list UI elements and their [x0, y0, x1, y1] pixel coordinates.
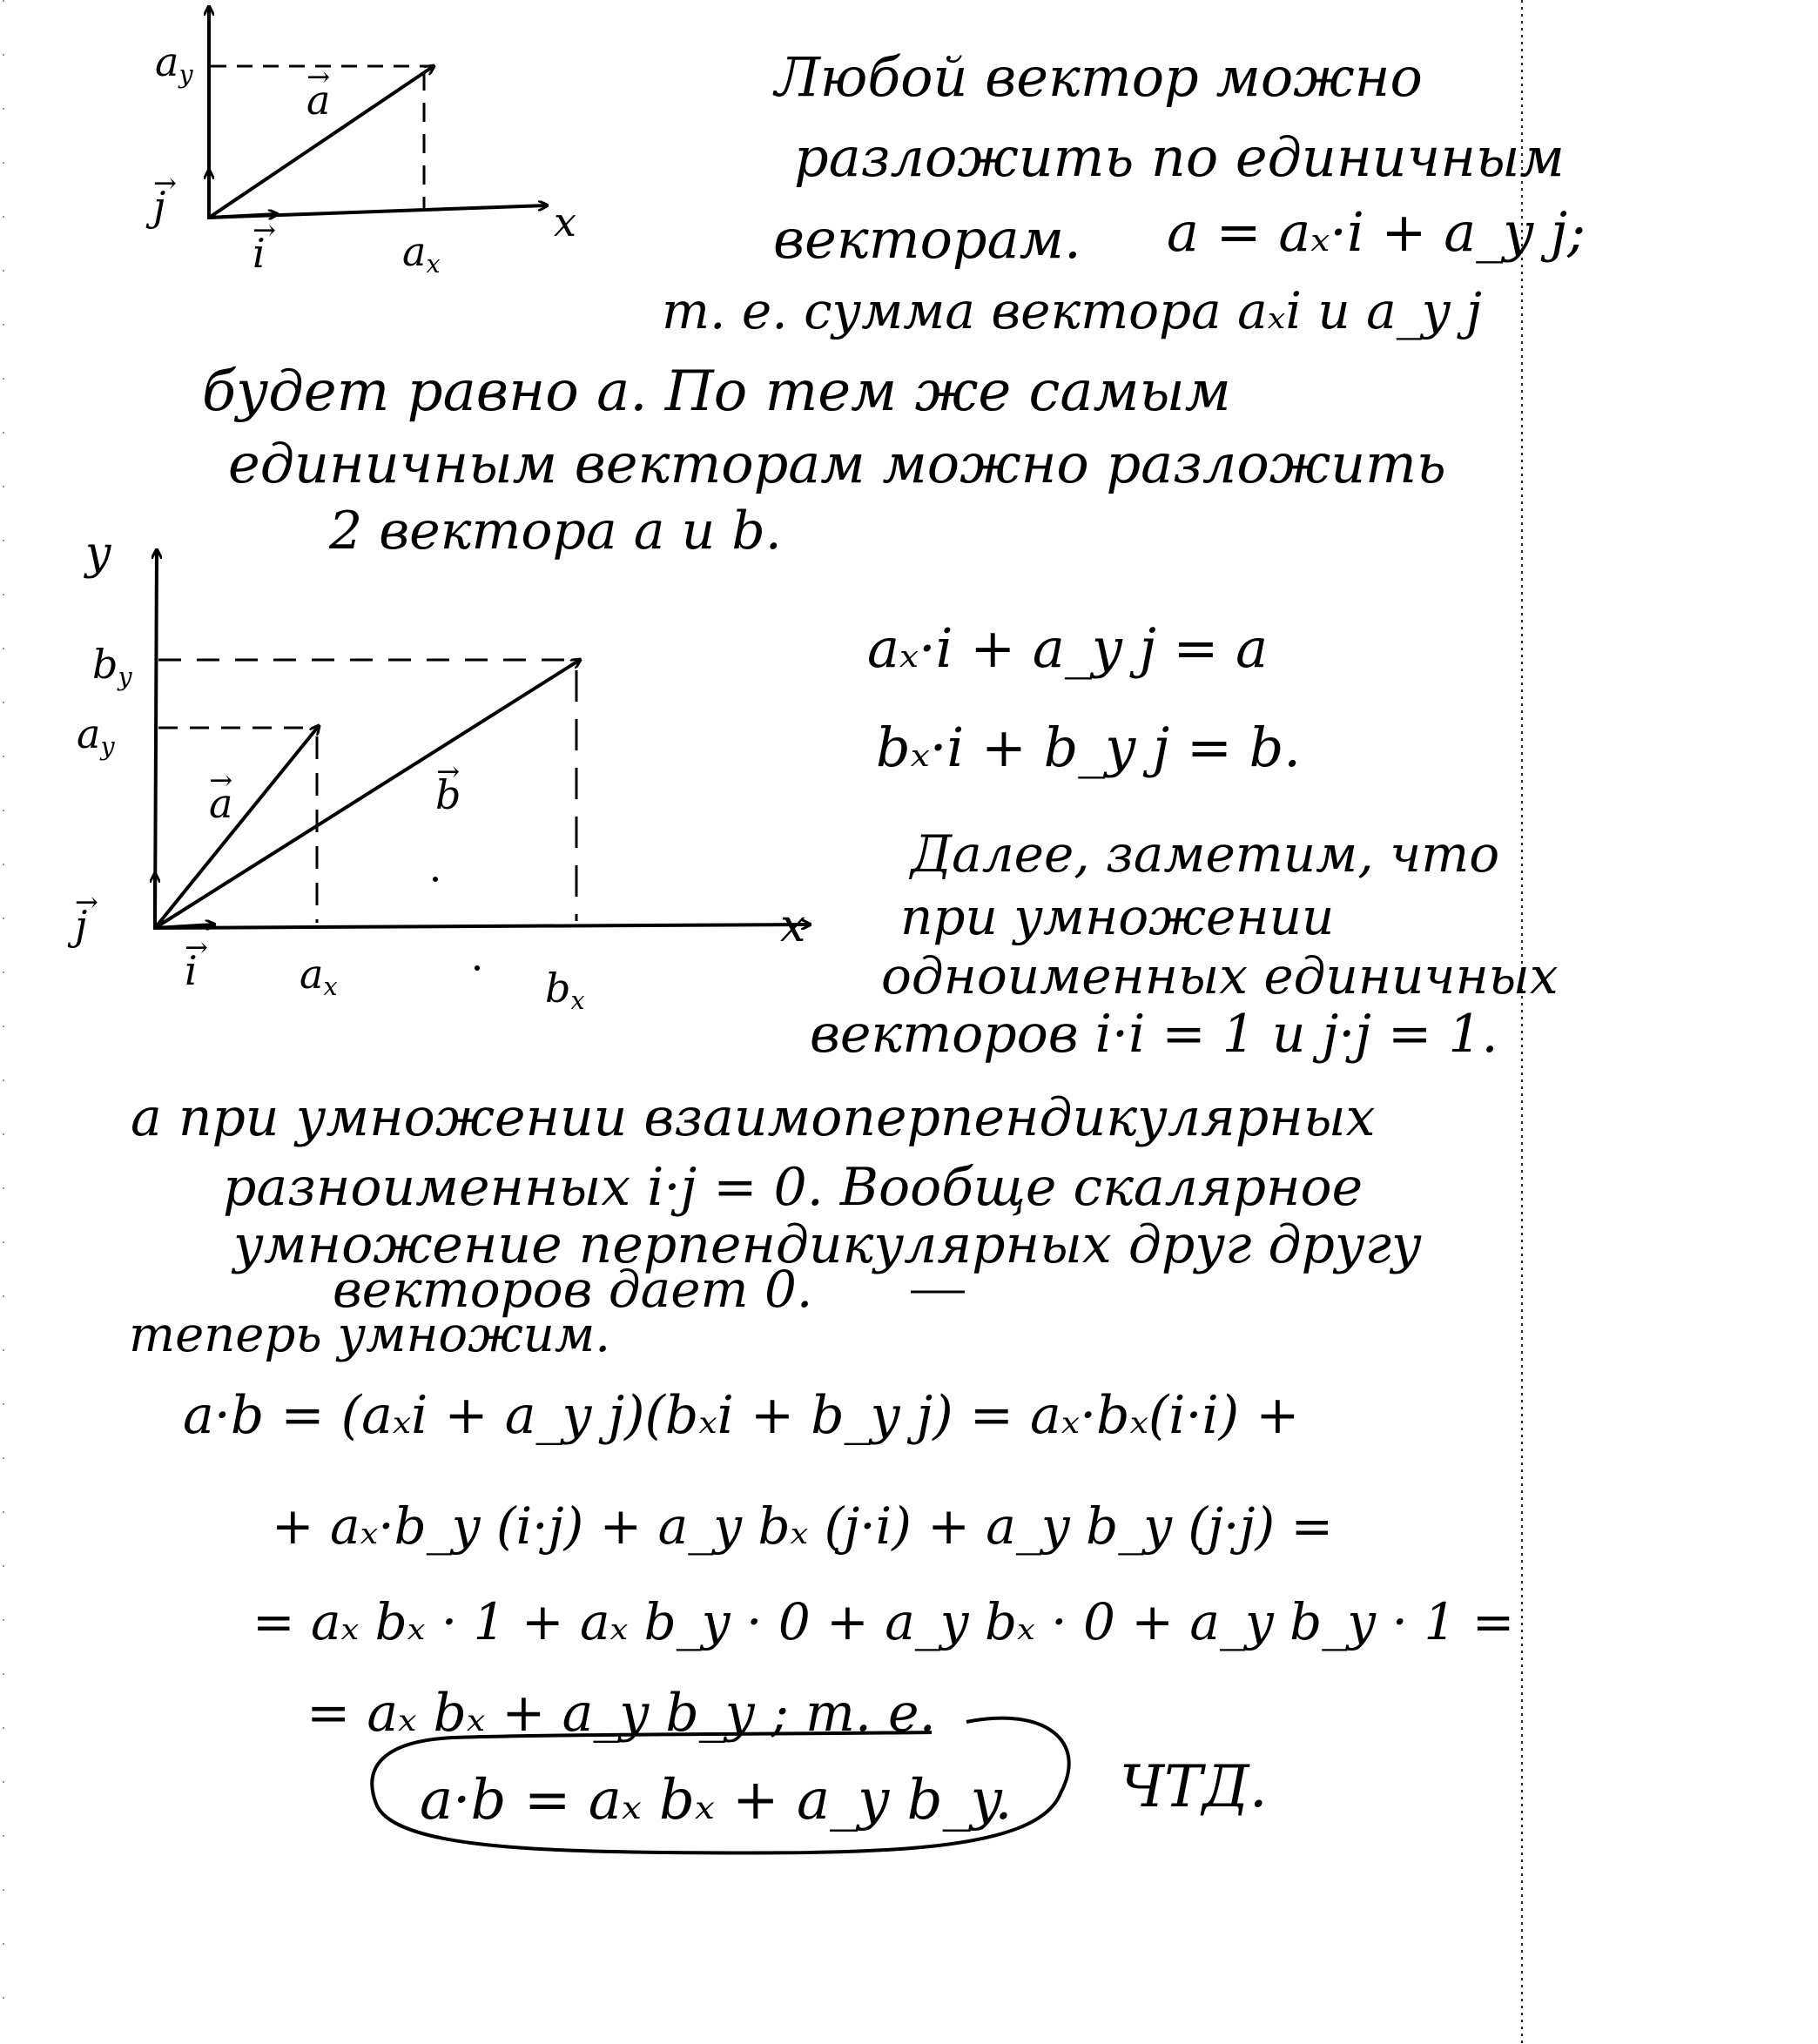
- intro-line-1: Любой вектор можно: [775, 45, 1423, 109]
- intro-line-4: т. е. сумма вектора aₓi и a_y j: [662, 281, 1482, 340]
- note-line-4: векторов i·i = 1 и j·j = 1.: [810, 1004, 1498, 1065]
- fig2-x-axis: [153, 925, 810, 928]
- fig2-label-vector-b: → b: [435, 775, 461, 815]
- fig1-label-ay: $a_y$: [155, 38, 193, 89]
- proof-line-4: = aₓ bₓ + a_y b_y ; т. е.: [306, 1683, 936, 1744]
- equation-a: aₓ·i + a_y j = a: [867, 616, 1269, 680]
- perp-line-4: векторов дает 0.: [333, 1260, 813, 1319]
- fig1-axis-x-label: x: [554, 198, 576, 245]
- fig2-label-ay: $a_y$: [77, 710, 115, 761]
- note-line-1: Далее, заметим, что: [911, 824, 1500, 884]
- perp-line-1: а при умножении взаимоперпендикулярных: [131, 1087, 1376, 1148]
- perp-line-2: разноименных i·j = 0. Вообще скалярное: [223, 1157, 1364, 1218]
- fig2-label-vector-a: → a: [209, 783, 232, 824]
- fig1-label-ax: $a_x$: [402, 228, 441, 279]
- fig1-label-j: → j: [153, 186, 165, 226]
- intro-line-2: разложить по единичным: [794, 125, 1565, 189]
- fig2-label-i: → i: [185, 951, 198, 991]
- proof-line-1: a·b = (aₓi + a_y j)(bₓi + b_y j) = aₓ·bₓ(i·i) +: [183, 1385, 1300, 1446]
- figure-2-drawing: [153, 550, 810, 971]
- proof-line-2: + aₓ·b_y (i·j) + a_y bₓ (j·i) + a_y b_y (j·j) =: [272, 1496, 1334, 1556]
- fig2-label-bx: $b_x$: [545, 965, 585, 1015]
- intro-line-3: векторам.: [773, 207, 1081, 271]
- fig2-y-axis: [155, 550, 157, 928]
- fig2-axis-y-label: y: [85, 528, 111, 580]
- fig1-label-vector-a: → a: [306, 80, 330, 120]
- fig1-label-i: → i: [252, 233, 266, 273]
- intro-line-5: будет равно a. По тем же самым: [202, 360, 1231, 424]
- fig2-vector-a: [155, 726, 319, 928]
- intro-line-7: 2 вектора a и b.: [329, 501, 782, 561]
- note-line-3: одноименных единичных: [881, 946, 1559, 1005]
- fig2-axis-x-label: x: [780, 900, 806, 952]
- note-line-2: при умножении: [900, 887, 1335, 946]
- fig2-label-by: $b_y$: [92, 641, 132, 691]
- intro-line-6: единичным векторам можно разложить: [228, 432, 1446, 495]
- perp-line-3: умножение перпендикулярных друг другу: [233, 1214, 1422, 1275]
- fig2-label-ax: $a_x$: [300, 951, 338, 1001]
- fig2-label-j: → j: [75, 905, 87, 945]
- fig2-stray-dot: [433, 877, 438, 882]
- proof-line-3: = aₓ bₓ · 1 + aₓ b_y · 0 + a_y bₓ · 0 + a_y b_y · 1 =: [252, 1592, 1515, 1651]
- figure-1-drawing: [207, 7, 547, 218]
- now-multiply: теперь умножим.: [129, 1307, 611, 1363]
- fig2-stray-dot-2: [475, 965, 480, 971]
- equation-b: bₓ·i + b_y j = b.: [876, 716, 1302, 779]
- intro-formula: a = aₓ·i + a_y j;: [1167, 200, 1586, 264]
- result-formula: a·b = aₓ bₓ + a_y b_y.: [420, 1768, 1013, 1832]
- qed-mark: ЧТД.: [1120, 1753, 1268, 1820]
